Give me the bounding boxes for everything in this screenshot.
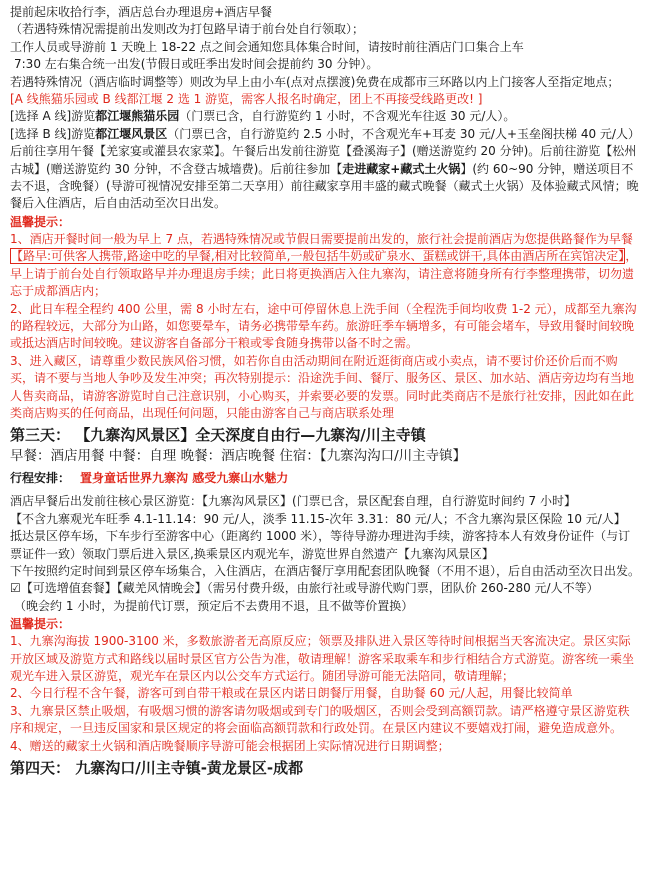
tip-item: 1、酒店开餐时间一般为早上 7 点，若遇特殊情况或节假日需要提前出发的，旅行社会提前酒店为您提供路餐作为早餐【路早:可供客人携带,路途中吃的早餐,相对比较简单,一般包括牛奶或矿泉水、蛋糕或饼干,具体由酒店所在宾馆决定】，早上请于前台处自行领取路早并办理退房手续；此日将更换酒店入住九寨沟，请注意将随身所有行李整理携带，切勿遗忘于成都酒店内； xyxy=(10,231,638,299)
text-line: 若遇特殊情况（酒店临时调整等）则改为早上由小车(点对点摆渡)免费在成都市三环路以内上门接客人至指定地点； xyxy=(10,74,620,89)
schedule-label: 行程安排： xyxy=(10,471,71,486)
text-line: （若遇特殊情况需提前出发则改为打包路早请于前台处自行领取）； xyxy=(10,22,365,37)
text-line: （晚会约 1 小时，为提前代订票，预定后不去费用不退，且不做等价置换） xyxy=(14,598,414,613)
tip-item: 1、九寨沟海拔 1900-3100 米，多数旅游者无高原反应；领票及排队进入景区等待时间根据当天客流决定。景区实际开放区域及游览方式和路线以届时景区官方公告为准，敬请理解！游客采取乘车和步行相结合方式游览。游客统一乘坐观光车进入景区游览，观光车在景区内以公交车方式运行。随团导游可能无法陪同，敬请理解； xyxy=(10,634,635,683)
option-a: [选择 A 线]游览都江堰熊猫乐园（门票已含，自行游览约 1 小时，不含观光车往返 30 元/人）。 xyxy=(10,109,516,124)
early-breakfast-note: 【路早:可供客人携带,路途中吃的早餐,相对比较简单,一般包括牛奶或矿泉水、蛋糕或饼干,具体由酒店所在宾馆决定】 xyxy=(11,249,625,264)
tip-item: 2、今日行程不含午餐，游客可到自带干粮或在景区内诺日朗餐厅用餐，自助餐 60 元/人起，用餐比较简单 xyxy=(10,686,573,701)
text-line: 【不含九寨观光车旺季 4.1-11.14：90 元/人，淡季 11.15-次年 3.31：80 元/人；不含九寨沟景区保险 10 元/人】 xyxy=(10,511,626,526)
tips-title: 温馨提示： xyxy=(10,617,71,632)
tip-item: 3、九寨景区禁止吸烟，有吸烟习惯的游客请勿吸烟或到专门的吸烟区，否则会受到高额罚款。请严格遵守景区游览秩序和规定，一旦违反国家和景区规定的将会面临高额罚款和行政处罚。在景区内建议不要嬉戏打闹，避免造成意外。 xyxy=(10,703,630,736)
tip-item: 4、赠送的藏家土火锅和酒店晚餐顺序导游可能会根据团上实际情况进行日期调整； xyxy=(10,738,450,753)
text-line: 7:30 左右集合统一出发(节假日或旺季出发时间会提前约 30 分钟）。 xyxy=(14,57,379,72)
schedule-highlight: 置身童话世界九寨沟 感受九寨山水魅力 xyxy=(80,471,289,486)
day3-title: 第三天： 【九寨沟风景区】全天深度自由行—九寨沟/川主寺镇 xyxy=(10,426,426,445)
optional-package: ☑【可选增值套餐】【藏羌风情晚会】（需另付费升级，由旅行社或导游代购门票，团队价 260-280 元/人不等） xyxy=(10,581,599,596)
text-line: 提前起床收拾行李，酒店总台办理退房+酒店早餐 xyxy=(10,5,273,19)
text-line: 酒店早餐后出发前往核心景区游览：【九寨沟风景区】(门票已含，景区配套自理，自行游览时间约 7 小时】 xyxy=(10,494,576,509)
day3-meals: 早餐：酒店用餐 中餐：自理 晚餐：酒店晚餐 住宿：【九寨沟沟口/川主寺镇】 xyxy=(10,448,467,465)
tip-item: 2、此日车程全程约 400 公里，需 8 小时左右，途中可停留休息上洗手间（全程洗手间均收费 1-2 元），成都至九寨沟的路程较远，大部分为山路，如您要晕车，请务必携带晕车药。旅游旺季车辆增多，有可能会堵车，导致用餐时间较晚或抵达酒店时间较晚。建议游客自备部分干粮或零食随身携带以备不时之需。 xyxy=(10,301,637,351)
day3-schedule xyxy=(10,467,640,489)
afternoon-plan: 后前往享用午餐【羌家宴或灌县农家菜】。午餐后出发前往游览【叠溪海子】(赠送游览约 20 分钟)。后前往游览【松州古城】(赠送游览约 30 分钟，不含登古城墙费)。后前往参加【走进藏家+藏式土火锅】(约 60~90 分钟，赠送项目不去不退，含晚餐）(导游可视情况安排至第二天享用）前往藏家享用丰盛的藏式晚餐（藏式土火锅）及体验藏式风情；晚餐后入住酒店，后自由活动至次日出发。 xyxy=(10,144,639,211)
tips-title: 温馨提示： xyxy=(10,214,71,229)
text-line: 工作人员或导游前 1 天晚上 18-22 点之间会通知您具体集合时间，请按时前往酒店门口集合上车 xyxy=(10,39,524,54)
day4-title: 第四天： 九寨沟口/川主寺镇-黄龙景区-成都 xyxy=(10,759,304,778)
tip-item: 3、进入藏区，请尊重少数民族风俗习惯，如若你自由活动期间在附近逛街商店或小卖点，请不要讨价还价后而不购买，请不要与当地人争吵及发生冲突；再次特别提示：沿途洗手间、餐厅、服务区、景区、加水站、酒店旁边均有当地人售卖商品，请游客游览时自己注意识别，小心购买，并索要必要的发票。同时此类商店不是旅行社安排，因此如在此类商店购买的任何商品，出现任何问题，只能由游客自己与商店联系处理 xyxy=(10,353,635,420)
text-line: 抵达景区停车场，下车步行至游客中心（距离约 1000 米），等待导游办理进沟手续，游客持本人有效身份证件（与订票证件一致）领取门票后进入景区,换乘景区内观光车，游览世界自然遗产【九寨沟风景区】 xyxy=(10,529,631,561)
text-line: 下午按照约定时间到景区停车场集合，入住酒店，在酒店餐厅享用配套团队晚餐（不用不退），后自由活动至次日出发。 xyxy=(10,563,641,578)
option-b: [选择 B 线]游览都江堰风景区（门票已含，自行游览约 2.5 小时，不含观光车+耳麦 30 元/人+玉垒阁扶梯 40 元/人） xyxy=(10,126,640,141)
route-notice: [A 线熊猫乐园或 B 线都江堰 2 选 1 游览，需客人报名时确定，团上不再接受线路更改! ] xyxy=(10,92,483,107)
